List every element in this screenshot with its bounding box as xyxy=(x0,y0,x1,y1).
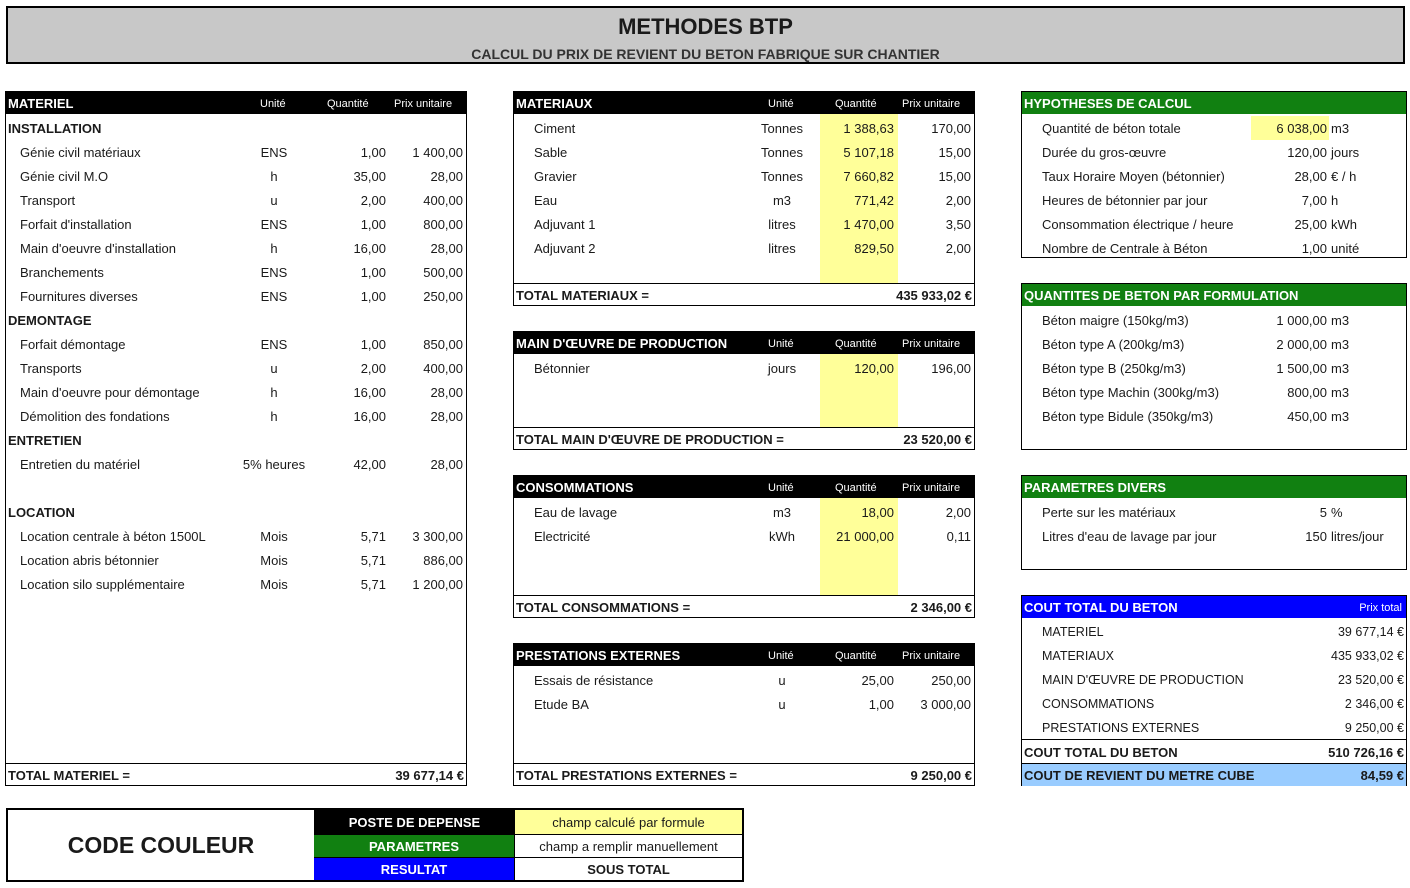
hypotheses-unit: € / h xyxy=(1331,169,1357,184)
materiel-item-qty: 5,71 xyxy=(360,577,386,592)
materiaux-item-qty: 771,42 xyxy=(854,193,894,208)
materiaux-header xyxy=(514,92,974,114)
materiel-item-price: 1 400,00 xyxy=(412,145,463,160)
materiaux-item-label: Adjuvant 1 xyxy=(534,217,596,232)
parametres-unit: % xyxy=(1331,505,1343,520)
cout-m3-row xyxy=(1022,763,1406,786)
quantites-label: Béton maigre (150kg/m3) xyxy=(1042,313,1189,328)
main-oeuvre-title: MAIN D'ŒUVRE DE PRODUCTION xyxy=(516,336,728,351)
materiaux-item-unit: litres xyxy=(768,217,796,232)
prestations-panel xyxy=(513,643,975,786)
materiaux-title: MATERIAUX xyxy=(516,96,593,111)
consommations-total-label: TOTAL CONSOMMATIONS = xyxy=(516,600,691,615)
materiel-item-qty: 5,71 xyxy=(360,553,386,568)
prestations-header xyxy=(514,644,974,666)
cout-total-row xyxy=(1022,716,1406,740)
hypotheses-unit: h xyxy=(1331,193,1339,208)
materiel-item-price: 28,00 xyxy=(430,385,463,400)
materiel-item-unit: ENS xyxy=(260,217,288,232)
quantites-value: 800,00 xyxy=(1287,385,1327,400)
quantites-label: Béton type B (250kg/m3) xyxy=(1042,361,1186,376)
quantites-value: 2 000,00 xyxy=(1276,337,1327,352)
materiel-item-label: Forfait démontage xyxy=(20,337,126,352)
materiel-item-qty: 1,00 xyxy=(360,145,386,160)
materiaux-item-qty: 1 470,00 xyxy=(843,217,894,232)
legend-formule: champ calculé par formule xyxy=(514,810,742,834)
prestations-row xyxy=(514,668,974,692)
materiel-item-label: Transport xyxy=(20,193,76,208)
cout-total-col: Prix total xyxy=(1359,602,1402,614)
materiaux-item-qty: 829,50 xyxy=(854,241,894,256)
materiaux-item-price: 170,00 xyxy=(931,121,971,136)
materiel-item-qty: 2,00 xyxy=(360,193,386,208)
materiel-item-unit: ENS xyxy=(260,337,288,352)
quantites-unit: m3 xyxy=(1331,337,1350,352)
materiaux-item-unit: Tonnes xyxy=(761,121,803,136)
materiel-item-qty: 1,00 xyxy=(360,337,386,352)
consommations-panel xyxy=(513,475,975,618)
materiaux-item-unit: Tonnes xyxy=(761,169,803,184)
materiel-section-label: ENTRETIEN xyxy=(8,433,82,448)
consommations-col-qty: Quantité xyxy=(835,482,877,494)
materiel-item-qty: 35,00 xyxy=(353,169,386,184)
consommations-col-price: Prix unitaire xyxy=(902,482,961,494)
main-oeuvre-col-qty: Quantité xyxy=(835,338,877,350)
hypotheses-unit: unité xyxy=(1331,241,1360,256)
prestations-col-price: Prix unitaire xyxy=(902,650,961,662)
materiaux-row xyxy=(514,164,974,188)
materiel-item-label: Transports xyxy=(20,361,82,376)
consommations-total-row xyxy=(514,595,974,617)
legend-resultat: RESULTAT xyxy=(314,857,514,880)
materiel-item-price: 250,00 xyxy=(423,289,463,304)
materiel-item-label: Location centrale à béton 1500L xyxy=(20,529,206,544)
main-oeuvre-total-value: 23 520,00 € xyxy=(903,432,972,447)
hypotheses-value: 28,00 xyxy=(1294,169,1327,184)
materiel-row xyxy=(6,452,466,476)
materiel-item-price: 886,00 xyxy=(423,553,463,568)
prestations-row xyxy=(514,692,974,716)
materiel-row xyxy=(6,116,466,140)
materiel-header xyxy=(6,92,466,114)
cout-total-label: CONSOMMATIONS xyxy=(1042,697,1155,711)
consommations-col-unit: Unité xyxy=(768,482,794,494)
consommations-item-label: Eau de lavage xyxy=(534,505,618,520)
cout-total-row xyxy=(1022,692,1406,716)
materiel-item-qty: 16,00 xyxy=(353,385,386,400)
materiel-item-price: 800,00 xyxy=(423,217,463,232)
hypotheses-panel xyxy=(1021,91,1407,258)
materiel-item-label: Génie civil M.O xyxy=(20,169,109,184)
prestations-item-qty: 1,00 xyxy=(868,697,894,712)
materiel-item-unit: ENS xyxy=(260,265,288,280)
cout-total-title: COUT TOTAL DU BETON xyxy=(1024,600,1178,615)
materiel-item-price: 28,00 xyxy=(430,457,463,472)
hypotheses-label: Quantité de béton totale xyxy=(1042,121,1181,136)
hypotheses-unit: kWh xyxy=(1331,217,1357,232)
materiel-row xyxy=(6,332,466,356)
materiel-row xyxy=(6,236,466,260)
materiaux-item-price: 2,00 xyxy=(945,193,971,208)
materiel-row xyxy=(6,548,466,572)
hypotheses-value: 1,00 xyxy=(1301,241,1327,256)
main-oeuvre-item-qty: 120,00 xyxy=(854,361,894,376)
materiel-item-price: 28,00 xyxy=(430,241,463,256)
materiel-item-label: Main d'oeuvre d'installation xyxy=(20,241,176,256)
materiel-item-label: Entretien du matériel xyxy=(20,457,140,472)
materiel-item-price: 850,00 xyxy=(423,337,463,352)
color-legend xyxy=(6,808,744,882)
consommations-item-price: 2,00 xyxy=(945,505,971,520)
cout-total-value: 39 677,14 € xyxy=(1337,625,1404,639)
materiel-item-price: 28,00 xyxy=(430,169,463,184)
parametres-title: PARAMETRES DIVERS xyxy=(1024,480,1167,495)
quantites-row xyxy=(1022,356,1406,380)
main-oeuvre-item-unit: jours xyxy=(767,361,797,376)
materiaux-item-label: Ciment xyxy=(534,121,576,136)
quantites-unit: m3 xyxy=(1331,409,1350,424)
prestations-item-price: 3 000,00 xyxy=(920,697,971,712)
hypotheses-row xyxy=(1022,140,1406,164)
materiel-row xyxy=(6,572,466,596)
quantites-value: 450,00 xyxy=(1287,409,1327,424)
cout-total-value: 2 346,00 € xyxy=(1344,697,1404,711)
cout-total-row xyxy=(1022,668,1406,692)
materiel-panel xyxy=(5,91,467,786)
cout-total-panel xyxy=(1021,595,1407,786)
consommations-row xyxy=(514,500,974,524)
prestations-item-unit: u xyxy=(778,697,786,712)
hypotheses-unit: m3 xyxy=(1331,121,1350,136)
materiel-total-value: 39 677,14 € xyxy=(395,768,464,783)
hypotheses-unit: jours xyxy=(1331,145,1360,160)
quantites-header xyxy=(1022,284,1406,306)
materiel-total-label: TOTAL MATERIEL = xyxy=(8,768,130,783)
cout-total-label: PRESTATIONS EXTERNES xyxy=(1042,721,1200,735)
prestations-total-label: TOTAL PRESTATIONS EXTERNES = xyxy=(516,768,737,783)
consommations-item-unit: kWh xyxy=(769,529,795,544)
materiel-item-unit: ENS xyxy=(260,289,288,304)
hypotheses-value: 25,00 xyxy=(1294,217,1327,232)
materiel-item-price: 400,00 xyxy=(423,361,463,376)
materiaux-total-row xyxy=(514,283,974,305)
quantites-label: Béton type A (200kg/m3) xyxy=(1042,337,1185,352)
parametres-label: Perte sur les matériaux xyxy=(1042,505,1176,520)
materiaux-row xyxy=(514,236,974,260)
hypotheses-row xyxy=(1022,212,1406,236)
materiaux-item-price: 15,00 xyxy=(938,169,971,184)
materiaux-panel xyxy=(513,91,975,306)
cout-total-value: 9 250,00 € xyxy=(1344,721,1404,735)
main-oeuvre-total-label: TOTAL MAIN D'ŒUVRE DE PRODUCTION = xyxy=(516,432,784,447)
hypotheses-label: Durée du gros-œuvre xyxy=(1042,145,1167,160)
materiel-item-label: Forfait d'installation xyxy=(20,217,132,232)
materiaux-col-qty: Quantité xyxy=(835,98,877,110)
materiaux-total-label: TOTAL MATERIAUX = xyxy=(516,288,650,303)
prestations-item-price: 250,00 xyxy=(931,673,971,688)
consommations-item-qty: 18,00 xyxy=(861,505,894,520)
main-oeuvre-col-price: Prix unitaire xyxy=(902,338,961,350)
cout-total-label: MATERIEL xyxy=(1042,625,1104,639)
prestations-item-qty: 25,00 xyxy=(861,673,894,688)
materiel-row xyxy=(6,284,466,308)
parametres-label: Litres d'eau de lavage par jour xyxy=(1042,529,1217,544)
cout-total-header xyxy=(1022,596,1406,618)
hypotheses-value: 7,00 xyxy=(1301,193,1327,208)
main-oeuvre-col-unit: Unité xyxy=(768,338,794,350)
materiaux-item-qty: 5 107,18 xyxy=(843,145,894,160)
consommations-item-unit: m3 xyxy=(772,505,792,520)
main-oeuvre-item-price: 196,00 xyxy=(931,361,971,376)
materiel-item-label: Main d'oeuvre pour démontage xyxy=(20,385,200,400)
consommations-item-label: Electricité xyxy=(534,529,591,544)
quantites-unit: m3 xyxy=(1331,361,1350,376)
materiaux-item-price: 2,00 xyxy=(945,241,971,256)
materiel-item-label: Location abris bétonnier xyxy=(20,553,159,568)
materiel-item-price: 1 200,00 xyxy=(412,577,463,592)
prestations-col-qty: Quantité xyxy=(835,650,877,662)
prestations-item-label: Essais de résistance xyxy=(534,673,654,688)
hypotheses-row xyxy=(1022,236,1406,260)
materiel-row xyxy=(6,476,466,500)
materiel-row xyxy=(6,308,466,332)
hypotheses-title: HYPOTHESES DE CALCUL xyxy=(1024,96,1192,111)
materiaux-item-unit: m3 xyxy=(772,193,792,208)
materiel-item-qty: 42,00 xyxy=(353,457,386,472)
materiel-item-qty: 1,00 xyxy=(360,265,386,280)
hypotheses-row xyxy=(1022,164,1406,188)
materiaux-row xyxy=(514,188,974,212)
consommations-title: CONSOMMATIONS xyxy=(516,480,634,495)
materiel-item-label: Démolition des fondations xyxy=(20,409,170,424)
materiel-row xyxy=(6,404,466,428)
parametres-unit: litres/jour xyxy=(1331,529,1384,544)
materiel-row xyxy=(6,164,466,188)
quantites-value: 1 000,00 xyxy=(1276,313,1327,328)
materiel-item-label: Génie civil matériaux xyxy=(20,145,141,160)
cout-total-label: MATERIAUX xyxy=(1042,649,1114,663)
cout-total-row xyxy=(1022,644,1406,668)
hypotheses-label: Taux Horaire Moyen (bétonnier) xyxy=(1042,169,1225,184)
hypotheses-value: 6 038,00 xyxy=(1276,121,1327,136)
cout-total-sum-row xyxy=(1022,739,1406,763)
materiel-item-unit: Mois xyxy=(260,577,288,592)
materiel-item-price: 500,00 xyxy=(423,265,463,280)
materiel-section-label: INSTALLATION xyxy=(8,121,102,136)
materiel-row xyxy=(6,428,466,452)
main-oeuvre-total-row xyxy=(514,427,974,449)
cout-m3-label: COUT DE REVIENT DU METRE CUBE xyxy=(1024,768,1255,783)
materiel-item-qty: 2,00 xyxy=(360,361,386,376)
hypotheses-row xyxy=(1022,188,1406,212)
materiel-row xyxy=(6,212,466,236)
materiel-section-label: DEMONTAGE xyxy=(8,313,92,328)
hypotheses-label: Nombre de Centrale à Béton xyxy=(1042,241,1208,256)
materiaux-row xyxy=(514,140,974,164)
materiel-item-unit: h xyxy=(270,241,278,256)
materiel-item-unit: u xyxy=(270,193,278,208)
materiaux-item-label: Gravier xyxy=(534,169,577,184)
materiel-item-qty: 1,00 xyxy=(360,217,386,232)
materiaux-total-value: 435 933,02 € xyxy=(896,288,972,303)
cout-total-value: 23 520,00 € xyxy=(1337,673,1404,687)
materiel-section-label: LOCATION xyxy=(8,505,75,520)
quantites-label: Béton type Bidule (350kg/m3) xyxy=(1042,409,1214,424)
prestations-total-row xyxy=(514,763,974,785)
main-oeuvre-panel xyxy=(513,331,975,450)
main-oeuvre-row xyxy=(514,356,974,380)
consommations-row xyxy=(514,524,974,548)
materiel-item-unit: u xyxy=(270,361,278,376)
legend-poste: POSTE DE DEPENSE xyxy=(314,810,514,834)
materiel-col-qty: Quantité xyxy=(327,98,369,110)
parametres-value: 150 xyxy=(1305,529,1327,544)
legend-title: CODE COULEUR xyxy=(67,831,255,858)
prestations-item-label: Etude BA xyxy=(534,697,589,712)
materiel-item-unit: ENS xyxy=(260,145,288,160)
cout-total-sum-value: 510 726,16 € xyxy=(1328,745,1404,760)
legend-parametres: PARAMETRES xyxy=(314,834,514,857)
materiel-item-unit: Mois xyxy=(260,529,288,544)
prestations-item-unit: u xyxy=(778,673,786,688)
materiel-col-unit: Unité xyxy=(260,98,286,110)
cout-total-value: 435 933,02 € xyxy=(1331,649,1404,663)
materiaux-item-label: Adjuvant 2 xyxy=(534,241,596,256)
prestations-col-unit: Unité xyxy=(768,650,794,662)
title-banner xyxy=(6,6,1405,64)
materiel-item-label: Branchements xyxy=(20,265,104,280)
page-subtitle: CALCUL DU PRIX DE REVIENT DU BETON FABRIQUE SUR CHANTIER xyxy=(471,46,940,62)
materiel-item-unit: Mois xyxy=(260,553,288,568)
materiel-row xyxy=(6,188,466,212)
materiel-title: MATERIEL xyxy=(8,96,74,111)
parametres-row xyxy=(1022,524,1406,548)
materiel-item-qty: 1,00 xyxy=(360,289,386,304)
cout-total-label: MAIN D'ŒUVRE DE PRODUCTION xyxy=(1042,673,1244,687)
materiel-item-label: Fournitures diverses xyxy=(20,289,138,304)
quantites-label: Béton type Machin (300kg/m3) xyxy=(1042,385,1220,400)
materiel-row xyxy=(6,356,466,380)
materiaux-item-qty: 1 388,63 xyxy=(843,121,894,136)
consommations-item-qty: 21 000,00 xyxy=(836,529,894,544)
quantites-row xyxy=(1022,404,1406,428)
quantites-row xyxy=(1022,380,1406,404)
consommations-header xyxy=(514,476,974,498)
materiel-item-price: 3 300,00 xyxy=(412,529,463,544)
quantites-value: 1 500,00 xyxy=(1276,361,1327,376)
materiel-row xyxy=(6,260,466,284)
materiel-total-row xyxy=(6,763,466,785)
cout-total-sum-label: COUT TOTAL DU BETON xyxy=(1024,745,1178,760)
materiaux-item-unit: Tonnes xyxy=(761,145,803,160)
materiel-item-unit: h xyxy=(270,169,278,184)
materiaux-row xyxy=(514,116,974,140)
materiel-row xyxy=(6,524,466,548)
parametres-panel xyxy=(1021,475,1407,570)
main-oeuvre-header xyxy=(514,332,974,354)
materiel-item-qty: 16,00 xyxy=(353,409,386,424)
quantites-unit: m3 xyxy=(1331,313,1350,328)
quantites-row xyxy=(1022,308,1406,332)
materiel-item-unit: h xyxy=(270,409,278,424)
quantites-title: QUANTITES DE BETON PAR FORMULATION xyxy=(1024,288,1299,303)
materiel-item-qty: 16,00 xyxy=(353,241,386,256)
prestations-title: PRESTATIONS EXTERNES xyxy=(516,648,681,663)
consommations-total-value: 2 346,00 € xyxy=(910,600,972,615)
quantites-row xyxy=(1022,332,1406,356)
materiel-item-unit: h xyxy=(270,385,278,400)
materiel-col-price: Prix unitaire xyxy=(394,98,453,110)
materiel-row xyxy=(6,140,466,164)
cout-m3-value: 84,59 € xyxy=(1360,768,1404,783)
materiaux-row xyxy=(514,212,974,236)
prestations-total-value: 9 250,00 € xyxy=(910,768,972,783)
materiaux-item-label: Sable xyxy=(534,145,568,160)
materiel-item-price: 28,00 xyxy=(430,409,463,424)
materiaux-col-unit: Unité xyxy=(768,98,794,110)
parametres-value: 5 xyxy=(1319,505,1327,520)
page-title: METHODES BTP xyxy=(618,14,793,39)
hypotheses-label: Heures de bétonnier par jour xyxy=(1042,193,1208,208)
materiel-item-unit: 5% heures xyxy=(242,457,306,472)
consommations-item-price: 0,11 xyxy=(946,529,971,544)
hypotheses-label: Consommation électrique / heure xyxy=(1042,217,1234,232)
cout-total-row xyxy=(1022,620,1406,644)
parametres-row xyxy=(1022,500,1406,524)
materiel-item-qty: 5,71 xyxy=(360,529,386,544)
hypotheses-value: 120,00 xyxy=(1287,145,1327,160)
materiaux-item-price: 3,50 xyxy=(945,217,971,232)
materiel-row xyxy=(6,500,466,524)
materiaux-item-unit: litres xyxy=(768,241,796,256)
legend-sous-total: SOUS TOTAL xyxy=(514,857,742,880)
materiaux-item-label: Eau xyxy=(534,193,558,208)
materiel-row xyxy=(6,380,466,404)
materiel-item-label: Location silo supplémentaire xyxy=(20,577,185,592)
materiaux-item-qty: 7 660,82 xyxy=(843,169,894,184)
materiaux-col-price: Prix unitaire xyxy=(902,98,961,110)
materiaux-item-price: 15,00 xyxy=(938,145,971,160)
main-oeuvre-item-label: Bétonnier xyxy=(534,361,590,376)
hypotheses-header xyxy=(1022,92,1406,114)
legend-manuel: champ a remplir manuellement xyxy=(514,834,742,857)
hypotheses-row xyxy=(1022,116,1406,140)
materiel-item-price: 400,00 xyxy=(423,193,463,208)
quantites-unit: m3 xyxy=(1331,385,1350,400)
parametres-header xyxy=(1022,476,1406,498)
quantites-panel xyxy=(1021,283,1407,450)
